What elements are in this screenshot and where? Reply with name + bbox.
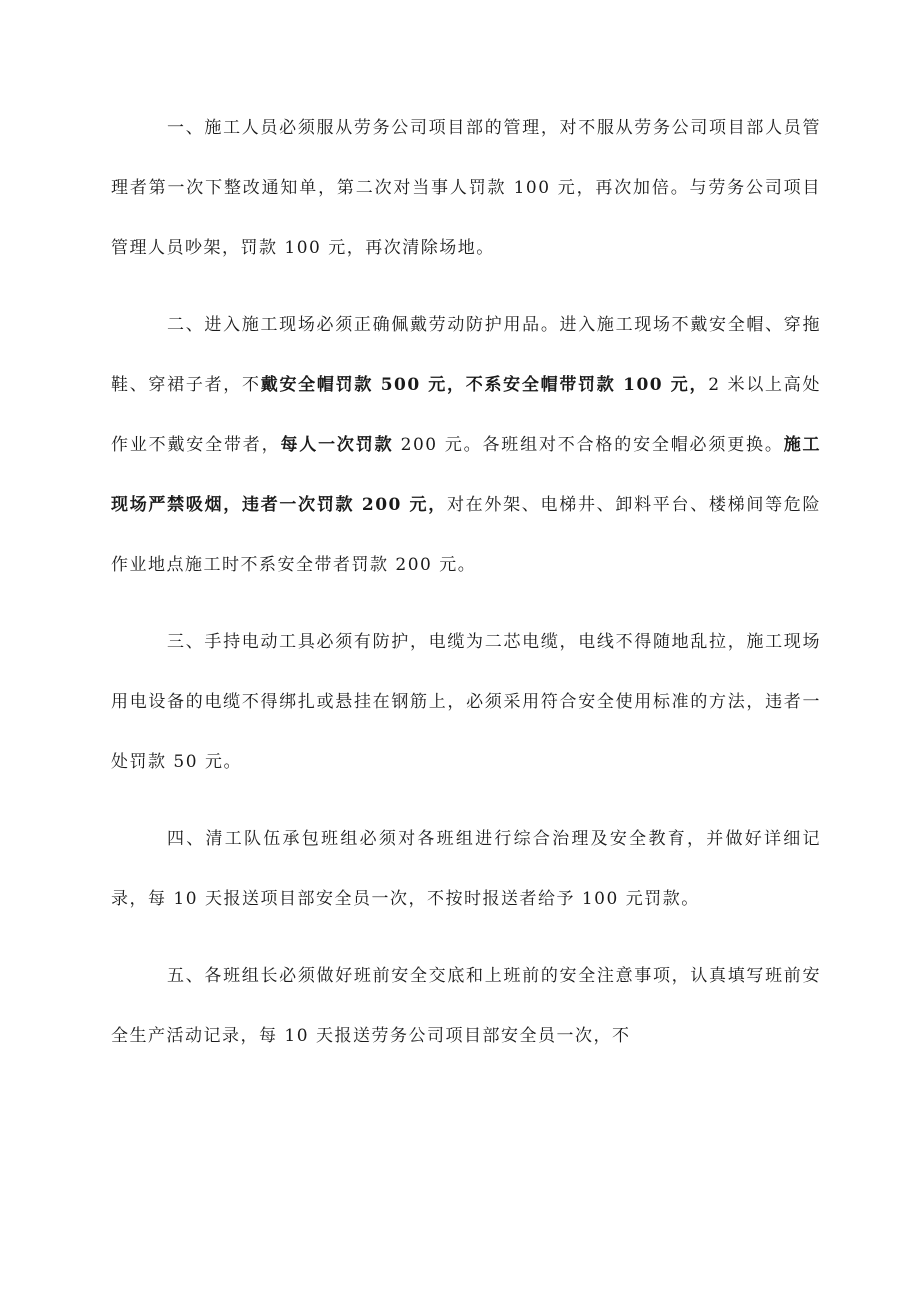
paragraph-2-bold-c: 施工现场严禁吸烟，违者一次罚款 200 元， [111,435,822,515]
paragraph-3-text: 三、手持电动工具必须有防护，电缆为二芯电缆，电线不得随地乱拉，施工现场用电设备的电缆不得绑扎或悬挂在钢筋上，必须采用符合安全使用标准的方法，违者一处罚款 50 元。 [111,632,821,772]
paragraph-2-text-d: 对在外架、电梯井、卸料平台、楼梯间等危险作业地点施工时不系安全带者罚款 200 元。 [111,495,822,575]
paragraph-2-text-c: 200 元。各班组对不合格的安全帽必须更换。 [393,435,784,455]
document-body [111,98,821,1083]
paragraph-2-text-b: 2 米以上高处作业不戴安全带者， [111,375,821,455]
paragraph-3 [111,612,821,792]
paragraph-1 [111,98,821,278]
paragraph-2-bold-a: 戴安全帽罚款 500 元，不系安全帽带罚款 100 元， [260,375,709,395]
paragraph-2 [111,295,821,595]
paragraph-2-bold-b: 每人一次罚款 [280,435,394,455]
paragraph-5 [111,946,821,1066]
paragraph-4 [111,809,821,929]
paragraph-5-text: 五、各班组长必须做好班前安全交底和上班前的安全注意事项，认真填写班前安全生产活动记录，每 10 天报送劳务公司项目部安全员一次，不 [111,966,821,1046]
paragraph-2-text-a: 二、进入施工现场必须正确佩戴劳动防护用品。进入施工现场不戴安全帽、穿拖鞋、穿裙子者，不 [111,315,821,395]
paragraph-4-text: 四、清工队伍承包班组必须对各班组进行综合治理及安全教育，并做好详细记录，每 10 天报送项目部安全员一次，不按时报送者给予 100 元罚款。 [111,829,821,909]
paragraph-1-text: 一、施工人员必须服从劳务公司项目部的管理，对不服从劳务公司项目部人员管理者第一次下整改通知单，第二次对当事人罚款 100 元，再次加倍。与劳务公司项目管理人员吵架，罚款 100 元，再次清除场地。 [111,118,821,258]
